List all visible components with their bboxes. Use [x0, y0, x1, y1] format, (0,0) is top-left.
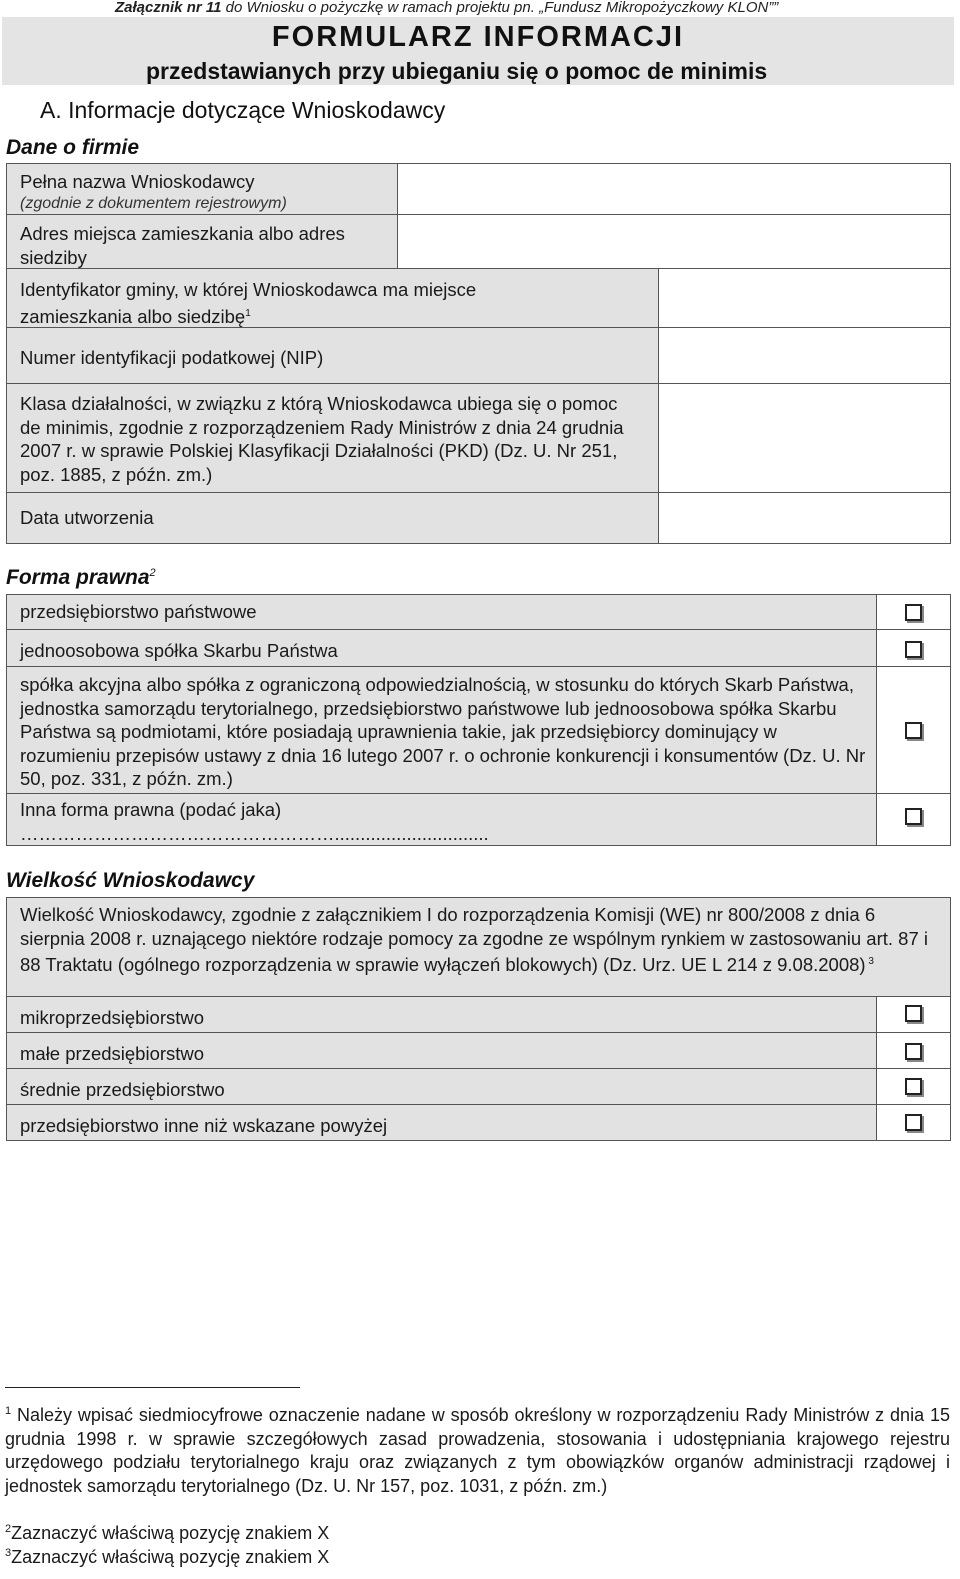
legal-form-option-row — [6, 666, 877, 794]
legal-form-option-label: spółka akcyjna albo spółka z ograniczoną odpowiedzialnością, w stosunku do których Skarb Państwa, jednostka samorządu terytorialnego, przedsiębiorstwo państwowe lub jednoosobowa spółka Skarbu Państwa są podmiotami, które posiadają uprawnienia takie, jak przedsiębiorcy dominujący w rozumieniu przepisów ustawy z dnia 16 lutego 2007 r. o ochronie konkurencji i konsumentów (Dz. U. Nr 50, poz. 331, z późn. zm.) — [20, 674, 866, 789]
nip-label: Numer identyfikacji podatkowej (NIP) — [20, 347, 324, 368]
footnote-text: Zaznaczyć właściwą pozycję znakiem X — [11, 1547, 330, 1567]
checkbox-cell — [876, 666, 951, 794]
size-heading: Wielkość Wnioskodawcy — [6, 869, 255, 892]
full-name-label-cell — [6, 163, 398, 215]
size-checkbox-small[interactable] — [905, 1043, 922, 1060]
size-option-label: małe przedsiębiorstwo — [20, 1043, 205, 1064]
size-checkbox-medium[interactable] — [905, 1078, 922, 1095]
checkbox-cell — [876, 629, 951, 667]
legal-form-checkbox-other[interactable] — [905, 808, 922, 825]
size-description: Wielkość Wnioskodawcy, zgodnie z załącznikiem I do rozporządzenia Komisji (WE) nr 800/2008 z dnia 6 sierpnia 2008 r. uznającego niektóre rodzaje pomocy za zgodne ze wspólnym rynkiem w zastosowaniu art. 87 i 88 Traktatu (ogólnego rozporządzenia w sprawie wyłączeń blokowych) (Dz. Urz. UE L 214 z 9.08.2008) — [20, 904, 929, 976]
footnote-number: 1 — [5, 1405, 12, 1417]
checkbox-cell — [876, 793, 951, 846]
address-label-cell — [6, 214, 398, 269]
footnote-ref-1: 1 — [245, 307, 251, 319]
legal-form-option-row — [6, 594, 877, 630]
footnote-1 — [5, 1400, 950, 1498]
legal-form-option-row — [6, 793, 877, 846]
pkd-field[interactable] — [658, 383, 951, 493]
checkbox-cell — [876, 594, 951, 630]
footnote-number: 3 — [5, 1547, 12, 1559]
section-a-title: A. Informacje dotyczące Wnioskodawcy — [40, 97, 446, 123]
annex-header — [115, 0, 778, 16]
company-heading: Dane o firmie — [6, 136, 140, 159]
full-name-note: (zgodnie z dokumentem rejestrowym) — [20, 195, 287, 212]
footnote-ref-3: 3 — [865, 956, 874, 967]
legal-form-option-label: Inna forma prawna (podać jaka) — [20, 799, 282, 820]
legal-form-checkbox-single-member[interactable] — [905, 641, 922, 658]
size-option-row — [6, 1104, 877, 1141]
annex-description: do Wniosku o pożyczkę w ramach projektu pn. „Fundusz Mikropożyczkowy KLON”” — [221, 0, 779, 16]
legal-form-option-label: jednoosobowa spółka Skarbu Państwa — [20, 640, 338, 661]
municipality-label: Identyfikator gminy, w której Wnioskodawca ma miejsce zamieszkania albo siedzibę — [20, 279, 477, 327]
size-checkbox-micro[interactable] — [905, 1005, 922, 1022]
nip-label-cell — [6, 327, 659, 384]
legal-form-heading — [6, 566, 156, 590]
size-description-cell — [6, 897, 951, 997]
legal-form-option-row — [6, 629, 877, 667]
checkbox-cell — [876, 996, 951, 1033]
full-name-field[interactable] — [397, 163, 951, 215]
municipality-id-field[interactable] — [658, 268, 951, 328]
footnote-3 — [5, 1542, 950, 1570]
size-option-label: przedsiębiorstwo inne niż wskazane powyżej — [20, 1115, 388, 1136]
created-label-cell — [6, 492, 659, 544]
legal-form-checkbox-public-company[interactable] — [905, 722, 922, 739]
size-option-row — [6, 996, 877, 1033]
full-name-label: Pełna nazwa Wnioskodawcy — [20, 171, 255, 192]
size-option-label: średnie przedsiębiorstwo — [20, 1079, 225, 1100]
checkbox-cell — [876, 1068, 951, 1105]
footnote-text: Zaznaczyć właściwą pozycję znakiem X — [11, 1523, 330, 1543]
annex-label: Załącznik nr 11 — [115, 0, 222, 16]
form-title: FORMULARZ INFORMACJI — [271, 21, 685, 53]
legal-form-heading-text: Forma prawna — [6, 566, 150, 589]
footnote-number: 2 — [5, 1523, 12, 1535]
pkd-label-cell — [6, 383, 659, 493]
pkd-label: Klasa działalności, w związku z którą Wnioskodawca ubiega się o pomoc de minimis, zgodnie z rozporządzeniem Rady Ministrów z dnia 24 grudnia 2007 r. w sprawie Polskiej Klasyfikacji Działalności (PKD) (Dz. U. Nr 251, poz. 1885, z późn. zm.) — [20, 393, 624, 485]
created-date-field[interactable] — [658, 492, 951, 544]
checkbox-cell — [876, 1104, 951, 1141]
municipality-label-cell — [6, 268, 659, 328]
address-field[interactable] — [397, 214, 951, 269]
created-label: Data utworzenia — [20, 507, 154, 528]
size-option-row — [6, 1032, 877, 1069]
size-option-label: mikroprzedsiębiorstwo — [20, 1007, 205, 1028]
legal-form-option-label: przedsiębiorstwo państwowe — [20, 601, 257, 622]
footnote-ref-2: 2 — [149, 567, 156, 579]
form-subtitle: przedstawianych przy ubieganiu się o pomoc de minimis — [146, 58, 768, 84]
checkbox-cell — [876, 1032, 951, 1069]
size-option-row — [6, 1068, 877, 1105]
size-checkbox-other[interactable] — [905, 1114, 922, 1131]
other-form-input[interactable]: …………………………………………….............................. — [20, 823, 489, 844]
nip-field[interactable] — [658, 327, 951, 384]
address-label: Adres miejsca zamieszkania albo adres siedziby — [20, 223, 345, 268]
footnote-text: Należy wpisać siedmiocyfrowe oznaczenie nadane w sposób określony w rozporządzeniu Rady Ministrów z dnia 15 grudnia 1998 r. w sprawie szczegółowych zasad prowadzenia, stosowania i udostępniania krajowego rejestru urzędowego podziału terytorialnego kraju oraz związanych z tym obowiązków organów administracji rządowej i jednostek samorządu terytorialnego (Dz. U. Nr 157, poz. 1031, z późn. zm.) — [5, 1405, 950, 1496]
footnote-separator — [5, 1387, 300, 1388]
legal-form-checkbox-state-enterprise[interactable] — [905, 604, 922, 621]
